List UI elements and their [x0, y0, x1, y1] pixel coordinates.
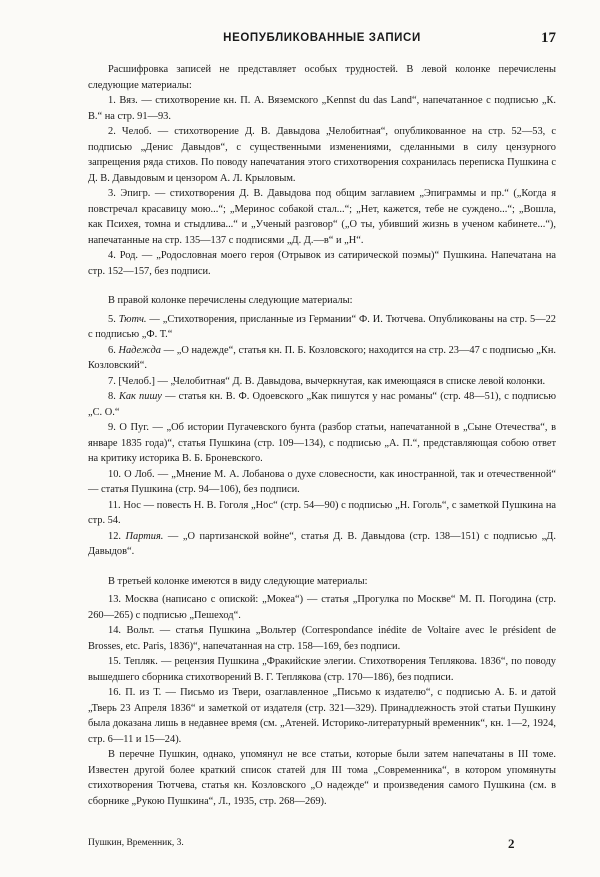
left-item-2: [88, 124, 556, 186]
signature-mark: 2: [508, 836, 515, 851]
item-text: — „О партизанской войне“, статья Д. В. Давыдова (стр. 138—151) с подписью „Д. Давыдов“.: [88, 530, 556, 557]
item-text: Нос — повесть Н. В. Гоголя „Нос“ (стр. 54—90) с подписью „Н. Гоголь“, с заметкой Пушкина на стр. 54.: [88, 499, 557, 526]
third-item-15: 15. Тепляк. — рецензия Пушкина „Фракийские элегии. Стихотворения Теплякова. 1836“, по поводу вышедшего сборника стихотворений В. Г. Теплякова (стр. 170—186), без подписи.: [88, 656, 556, 683]
item-text: [Челоб.] — „Челобитная“ Д. В. Давыдова, вычеркнутая, как имеющаяся в списке левой колонки.: [118, 375, 546, 387]
right-item-9: [88, 420, 556, 467]
item-lead: 4. Род.: [108, 250, 139, 261]
page-number: 17: [541, 30, 556, 46]
intro-paragraph: Расшифровка записей не представляет особых трудностей. В левой колонке перечислены следующие материалы:: [88, 64, 556, 91]
item-text: — стихотворение Д. В. Давыдова „Челобитная“, опубликованное на стр. 52—53, с подписью „Денис Давыдов“, с существенными изменениями, сделанными в силу цензурного запрещения ряда стихов. По поводу напечатания этого стихотворения сохранилась переписка Пушкина с Д. В. Давыдовым и цензором А. Л. Крыловым.: [88, 126, 556, 184]
item-lead: 3. Эпигр.: [108, 188, 151, 199]
page-body: [88, 62, 556, 809]
right-item-7: [88, 374, 556, 390]
left-item-4: [88, 248, 556, 279]
left-item-3: [88, 186, 556, 248]
item-text: О Лоб. — „Мнение М. А. Лобанова о духе словесности, как иностранной, так и отечественной“ — статья Пушкина (стр. 94—106), без подписи.: [88, 468, 556, 495]
right-item-10: [88, 467, 556, 498]
right-item-8: [88, 389, 556, 420]
item-text: О Пуг. — „Об истории Пугачевского бунта (разбор статьи, напечатанной в „Сыне Отечества“, в январе 1835 года)“, статья Пушкина (стр. 109—134), с подписью „А. П.“, представляющая собою ответ на критику историка В. Б. Броневского.: [88, 422, 557, 464]
item-abbr: Тютч.: [118, 313, 147, 325]
item-lead: 2. Челоб.: [108, 126, 152, 137]
item-text: — статья кн. В. Ф. Одоевского „Как пишутся у нас романы“ (стр. 48—51), с подписью „С. О.“: [88, 391, 557, 418]
item-lead: 1. Вяз.: [108, 95, 138, 106]
right-item-6: [88, 343, 556, 374]
running-title: НЕОПУБЛИКОВАННЫЕ ЗАПИСИ: [223, 32, 421, 44]
third-column-intro: В третьей колонке имеются в виду следующие материалы:: [108, 575, 368, 587]
right-column-intro: В правой колонке перечислены следующие материалы:: [108, 295, 353, 306]
third-item-14: 14. Вольт. — статья Пушкина „Вольтер (Correspondance inédite de Voltaire avec le président de Brosses, etc. Paris, 1836)“, напечатанная на стр. 158—169, без подписи.: [88, 625, 556, 652]
item-number: 11.: [108, 499, 124, 511]
item-abbr: Партия.: [125, 530, 164, 542]
third-item-16: 16. П. из Т. — Письмо из Твери, озаглавленное „Письмо к издателю“, с подписью А. Б. и датой „Тверь 23 Апреля 1836“ и заметкой от издателя (стр. 321—329). Принадлежность этой статьи Пушкину была доказана лишь в недавнее время (см. „Атеней. Историко-литературный временник“, кн. 1—2, 1924, стр. 6—11 и 15—24).: [88, 687, 556, 745]
item-number: 7.: [108, 375, 119, 387]
item-text: — „Родословная моего героя (Отрывок из сатирической поэмы)“ Пушкина. Напечатана на стр. 152—157, без подписи.: [88, 250, 556, 277]
right-item-12: [88, 529, 556, 560]
imprint-line: Пушкин, Временник, 3.: [88, 838, 184, 848]
closing-paragraph: В перечне Пушкин, однако, упомянул не все статьи, которые были затем напечатаны в III томе. Известен другой более краткий список статей для III тома „Современника“, в котором упомянуты стихотворения Тютчева, статья кн. Козловского „О надежде“ и произведения самого Пушкина (см. в сборнике „Рукою Пушкина“, Л., 1935, стр. 268—269).: [88, 749, 556, 807]
item-number: 12.: [108, 530, 126, 542]
item-number: 6.: [108, 344, 119, 356]
item-number: 8.: [108, 391, 119, 402]
page-footer: [88, 836, 556, 856]
left-item-1: [88, 93, 556, 124]
right-item-5: [88, 312, 556, 343]
item-abbr: Как пишу: [118, 391, 162, 402]
page-header: [88, 30, 556, 52]
item-text: — стихотворения Д. В. Давыдова под общим заглавием „Эпиграммы и пр.“ („Когда я повстречал красавицу мою...“; „Меринос собакой стал...“; „Нет, кажется, тебе не суждено...“; „Вошла, как Психея, томна и стыдлива...“ и „Ученый разговор“ („О ты, убивший жизнь в ученом кабинете...“), напечатанные на стр. 135—137 с подписями „Д. Д.—в“ и „Н“.: [88, 188, 556, 246]
item-number: 9.: [108, 422, 120, 433]
item-abbr: Надежда: [118, 344, 162, 356]
right-item-11: [88, 498, 556, 529]
item-text: — „О надежде“, статья кн. П. Б. Козловского; находится на стр. 23—47 с подписью „Кн. Козловский“.: [88, 344, 557, 371]
item-text: — стихотворение кн. П. А. Вяземского „Kennst du das Land“, напечатанное с подписью „К. В.“ на стр. 91—93.: [88, 95, 556, 122]
item-text: — „Стихотворения, присланные из Германии“ Ф. И. Тютчева. Опубликованы на стр. 5—22 с подписью „Ф. Т.“: [88, 313, 556, 340]
third-item-13: 13. Москва (написано с опиской: „Мокеа“) — статья „Прогулка по Москве“ М. П. Погодина (стр. 260—265) с подписью „Пешеход“.: [88, 594, 556, 621]
item-number: 10.: [108, 468, 125, 480]
item-number: 5.: [108, 313, 119, 325]
